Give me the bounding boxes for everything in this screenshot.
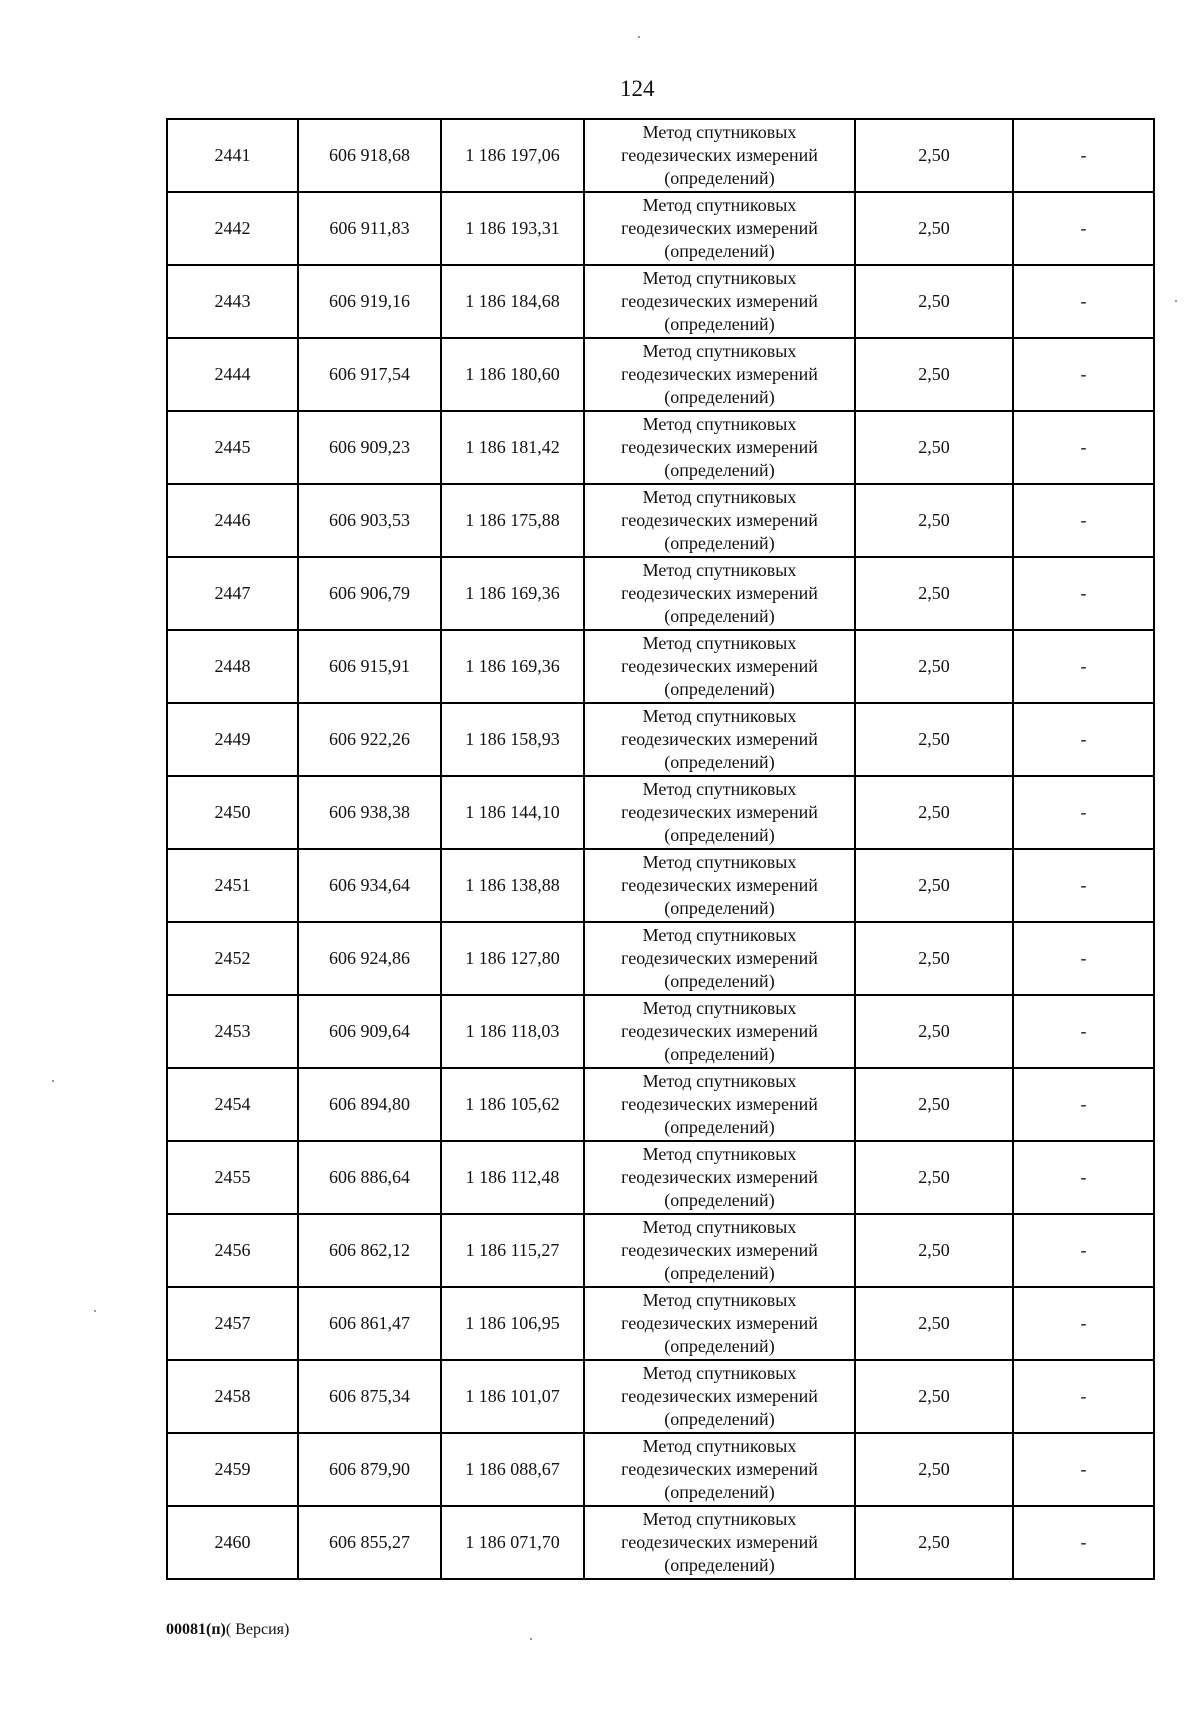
method-line: Метод спутниковых <box>642 341 797 361</box>
table-row <box>167 411 1154 484</box>
note-cell: - <box>1013 703 1154 776</box>
footer-code: 00081(п) <box>166 1621 226 1638</box>
y-coordinate-cell: 1 186 144,10 <box>441 776 584 849</box>
y-coordinate-cell: 1 186 105,62 <box>441 1068 584 1141</box>
x-coordinate-cell: 606 934,64 <box>298 849 441 922</box>
y-coordinate-cell: 1 186 106,95 <box>441 1287 584 1360</box>
method-line: геодезических измерений <box>621 583 818 603</box>
y-coordinate-cell: 1 186 127,80 <box>441 922 584 995</box>
point-number-cell: 2447 <box>167 557 298 630</box>
note-cell: - <box>1013 1214 1154 1287</box>
point-number-cell: 2454 <box>167 1068 298 1141</box>
y-coordinate-cell: 1 186 181,42 <box>441 411 584 484</box>
method-cell <box>584 630 855 703</box>
x-coordinate-cell: 606 938,38 <box>298 776 441 849</box>
note-cell: - <box>1013 192 1154 265</box>
page-number: 124 <box>620 76 655 101</box>
scan-speck <box>94 1310 96 1312</box>
scan-speck <box>530 1638 532 1640</box>
method-cell <box>584 338 855 411</box>
table-row <box>167 1141 1154 1214</box>
point-number-cell: 2443 <box>167 265 298 338</box>
accuracy-cell: 2,50 <box>855 776 1013 849</box>
method-line: геодезических измерений <box>621 145 818 165</box>
x-coordinate-cell: 606 919,16 <box>298 265 441 338</box>
point-number-cell: 2455 <box>167 1141 298 1214</box>
accuracy-cell: 2,50 <box>855 1433 1013 1506</box>
point-number-cell: 2448 <box>167 630 298 703</box>
x-coordinate-cell: 606 918,68 <box>298 119 441 192</box>
accuracy-cell: 2,50 <box>855 630 1013 703</box>
x-coordinate-cell: 606 861,47 <box>298 1287 441 1360</box>
accuracy-cell: 2,50 <box>855 1214 1013 1287</box>
accuracy-cell: 2,50 <box>855 119 1013 192</box>
note-cell: - <box>1013 1506 1154 1579</box>
y-coordinate-cell: 1 186 180,60 <box>441 338 584 411</box>
accuracy-cell: 2,50 <box>855 1360 1013 1433</box>
y-coordinate-cell: 1 186 193,31 <box>441 192 584 265</box>
y-coordinate-cell: 1 186 184,68 <box>441 265 584 338</box>
method-line: (определений) <box>664 1336 775 1356</box>
method-line: (определений) <box>664 679 775 699</box>
method-line: (определений) <box>664 533 775 553</box>
method-line: (определений) <box>664 606 775 626</box>
accuracy-cell: 2,50 <box>855 849 1013 922</box>
y-coordinate-cell: 1 186 088,67 <box>441 1433 584 1506</box>
method-cell <box>584 192 855 265</box>
note-cell: - <box>1013 1141 1154 1214</box>
method-cell <box>584 1360 855 1433</box>
y-coordinate-cell: 1 186 101,07 <box>441 1360 584 1433</box>
y-coordinate-cell: 1 186 071,70 <box>441 1506 584 1579</box>
method-line: геодезических измерений <box>621 1386 818 1406</box>
table-row <box>167 1360 1154 1433</box>
point-number-cell: 2441 <box>167 119 298 192</box>
method-line: Метод спутниковых <box>642 779 797 799</box>
method-line: геодезических измерений <box>621 437 818 457</box>
table-row <box>167 1214 1154 1287</box>
accuracy-cell: 2,50 <box>855 1506 1013 1579</box>
note-cell: - <box>1013 484 1154 557</box>
table-row <box>167 630 1154 703</box>
point-number-cell: 2457 <box>167 1287 298 1360</box>
x-coordinate-cell: 606 855,27 <box>298 1506 441 1579</box>
y-coordinate-cell: 1 186 115,27 <box>441 1214 584 1287</box>
accuracy-cell: 2,50 <box>855 1068 1013 1141</box>
method-line: Метод спутниковых <box>642 1290 797 1310</box>
method-cell <box>584 557 855 630</box>
accuracy-cell: 2,50 <box>855 922 1013 995</box>
table-row <box>167 119 1154 192</box>
method-cell <box>584 1287 855 1360</box>
accuracy-cell: 2,50 <box>855 1141 1013 1214</box>
method-line: Метод спутниковых <box>642 195 797 215</box>
note-cell: - <box>1013 557 1154 630</box>
method-line: (определений) <box>664 241 775 261</box>
x-coordinate-cell: 606 922,26 <box>298 703 441 776</box>
method-cell <box>584 849 855 922</box>
table-row <box>167 922 1154 995</box>
accuracy-cell: 2,50 <box>855 338 1013 411</box>
method-line: (определений) <box>664 1263 775 1283</box>
note-cell: - <box>1013 995 1154 1068</box>
accuracy-cell: 2,50 <box>855 484 1013 557</box>
table-row <box>167 192 1154 265</box>
method-cell <box>584 265 855 338</box>
method-line: (определений) <box>664 314 775 334</box>
method-line: (определений) <box>664 752 775 772</box>
method-line: (определений) <box>664 1044 775 1064</box>
x-coordinate-cell: 606 906,79 <box>298 557 441 630</box>
x-coordinate-cell: 606 894,80 <box>298 1068 441 1141</box>
method-line: геодезических измерений <box>621 364 818 384</box>
method-line: Метод спутниковых <box>642 268 797 288</box>
method-line: Метод спутниковых <box>642 1363 797 1383</box>
method-cell <box>584 1506 855 1579</box>
x-coordinate-cell: 606 909,23 <box>298 411 441 484</box>
method-cell <box>584 995 855 1068</box>
x-coordinate-cell: 606 886,64 <box>298 1141 441 1214</box>
accuracy-cell: 2,50 <box>855 265 1013 338</box>
method-line: Метод спутниковых <box>642 1217 797 1237</box>
table-row <box>167 849 1154 922</box>
x-coordinate-cell: 606 875,34 <box>298 1360 441 1433</box>
point-number-cell: 2459 <box>167 1433 298 1506</box>
note-cell: - <box>1013 119 1154 192</box>
method-line: геодезических измерений <box>621 1532 818 1552</box>
method-line: геодезических измерений <box>621 1459 818 1479</box>
method-line: геодезических измерений <box>621 1240 818 1260</box>
point-number-cell: 2460 <box>167 1506 298 1579</box>
accuracy-cell: 2,50 <box>855 557 1013 630</box>
method-line: геодезических измерений <box>621 1094 818 1114</box>
method-line: геодезических измерений <box>621 656 818 676</box>
method-line: (определений) <box>664 1482 775 1502</box>
table-row <box>167 338 1154 411</box>
method-line: (определений) <box>664 971 775 991</box>
y-coordinate-cell: 1 186 138,88 <box>441 849 584 922</box>
table-row <box>167 1506 1154 1579</box>
note-cell: - <box>1013 630 1154 703</box>
method-line: геодезических измерений <box>621 510 818 530</box>
y-coordinate-cell: 1 186 112,48 <box>441 1141 584 1214</box>
scan-speck <box>638 36 640 38</box>
table-row <box>167 557 1154 630</box>
method-line: Метод спутниковых <box>642 414 797 434</box>
note-cell: - <box>1013 1287 1154 1360</box>
method-line: (определений) <box>664 1409 775 1429</box>
table-row <box>167 1287 1154 1360</box>
y-coordinate-cell: 1 186 175,88 <box>441 484 584 557</box>
method-line: геодезических измерений <box>621 729 818 749</box>
method-cell <box>584 1068 855 1141</box>
method-line: геодезических измерений <box>621 1313 818 1333</box>
point-number-cell: 2458 <box>167 1360 298 1433</box>
note-cell: - <box>1013 411 1154 484</box>
note-cell: - <box>1013 1360 1154 1433</box>
table-row <box>167 1068 1154 1141</box>
point-number-cell: 2451 <box>167 849 298 922</box>
method-line: Метод спутниковых <box>642 1071 797 1091</box>
document-footer <box>166 1621 289 1639</box>
method-line: геодезических измерений <box>621 1021 818 1041</box>
x-coordinate-cell: 606 862,12 <box>298 1214 441 1287</box>
method-line: геодезических измерений <box>621 875 818 895</box>
note-cell: - <box>1013 338 1154 411</box>
method-line: Метод спутниковых <box>642 122 797 142</box>
method-cell <box>584 1433 855 1506</box>
method-line: (определений) <box>664 1555 775 1575</box>
point-number-cell: 2450 <box>167 776 298 849</box>
method-line: (определений) <box>664 387 775 407</box>
method-line: (определений) <box>664 168 775 188</box>
x-coordinate-cell: 606 911,83 <box>298 192 441 265</box>
x-coordinate-cell: 606 903,53 <box>298 484 441 557</box>
y-coordinate-cell: 1 186 197,06 <box>441 119 584 192</box>
table-row <box>167 265 1154 338</box>
table-row <box>167 776 1154 849</box>
method-line: Метод спутниковых <box>642 706 797 726</box>
scan-speck <box>52 1080 54 1082</box>
method-line: Метод спутниковых <box>642 633 797 653</box>
method-line: (определений) <box>664 825 775 845</box>
method-line: (определений) <box>664 460 775 480</box>
method-cell <box>584 484 855 557</box>
y-coordinate-cell: 1 186 169,36 <box>441 557 584 630</box>
method-line: геодезических измерений <box>621 948 818 968</box>
method-line: Метод спутниковых <box>642 1144 797 1164</box>
method-line: Метод спутниковых <box>642 852 797 872</box>
x-coordinate-cell: 606 879,90 <box>298 1433 441 1506</box>
point-number-cell: 2445 <box>167 411 298 484</box>
method-line: геодезических измерений <box>621 291 818 311</box>
point-number-cell: 2449 <box>167 703 298 776</box>
method-line: Метод спутниковых <box>642 487 797 507</box>
note-cell: - <box>1013 1433 1154 1506</box>
point-number-cell: 2456 <box>167 1214 298 1287</box>
method-line: Метод спутниковых <box>642 998 797 1018</box>
method-cell <box>584 411 855 484</box>
method-line: геодезических измерений <box>621 802 818 822</box>
footer-version: ( Версия) <box>225 1621 290 1638</box>
accuracy-cell: 2,50 <box>855 703 1013 776</box>
point-number-cell: 2446 <box>167 484 298 557</box>
note-cell: - <box>1013 849 1154 922</box>
x-coordinate-cell: 606 917,54 <box>298 338 441 411</box>
table-row <box>167 1433 1154 1506</box>
method-cell <box>584 119 855 192</box>
accuracy-cell: 2,50 <box>855 995 1013 1068</box>
accuracy-cell: 2,50 <box>855 1287 1013 1360</box>
method-cell <box>584 1141 855 1214</box>
method-line: (определений) <box>664 1117 775 1137</box>
note-cell: - <box>1013 265 1154 338</box>
method-line: (определений) <box>664 898 775 918</box>
method-line: Метод спутниковых <box>642 560 797 580</box>
method-cell <box>584 776 855 849</box>
point-number-cell: 2442 <box>167 192 298 265</box>
scan-speck <box>1175 300 1177 302</box>
coordinates-table <box>166 118 1155 1580</box>
note-cell: - <box>1013 922 1154 995</box>
point-number-cell: 2452 <box>167 922 298 995</box>
accuracy-cell: 2,50 <box>855 192 1013 265</box>
note-cell: - <box>1013 776 1154 849</box>
x-coordinate-cell: 606 915,91 <box>298 630 441 703</box>
method-line: геодезических измерений <box>621 218 818 238</box>
x-coordinate-cell: 606 909,64 <box>298 995 441 1068</box>
table-row <box>167 703 1154 776</box>
method-cell <box>584 1214 855 1287</box>
table-row <box>167 484 1154 557</box>
x-coordinate-cell: 606 924,86 <box>298 922 441 995</box>
note-cell: - <box>1013 1068 1154 1141</box>
y-coordinate-cell: 1 186 158,93 <box>441 703 584 776</box>
method-line: (определений) <box>664 1190 775 1210</box>
method-line: Метод спутниковых <box>642 1509 797 1529</box>
method-line: Метод спутниковых <box>642 925 797 945</box>
method-line: геодезических измерений <box>621 1167 818 1187</box>
point-number-cell: 2444 <box>167 338 298 411</box>
method-line: Метод спутниковых <box>642 1436 797 1456</box>
table-row <box>167 995 1154 1068</box>
y-coordinate-cell: 1 186 169,36 <box>441 630 584 703</box>
method-cell <box>584 922 855 995</box>
point-number-cell: 2453 <box>167 995 298 1068</box>
y-coordinate-cell: 1 186 118,03 <box>441 995 584 1068</box>
method-cell <box>584 703 855 776</box>
accuracy-cell: 2,50 <box>855 411 1013 484</box>
